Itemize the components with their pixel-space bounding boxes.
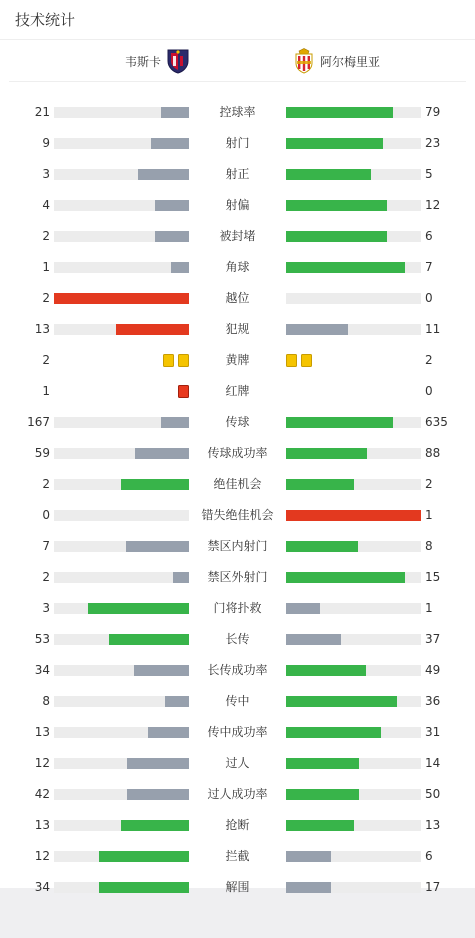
home-team-crest-icon [166,48,190,74]
home-value: 21 [34,105,50,119]
away-bar-track [286,572,421,583]
away-team-name: 阿尔梅里亚 [320,54,381,69]
home-value: 9 [42,136,50,150]
home-bar-fill [171,262,189,273]
home-value: 167 [27,415,50,429]
home-bar-fill [151,138,189,149]
home-bar-fill [138,169,189,180]
home-bar-track [54,665,189,676]
home-value: 0 [42,508,50,522]
away-bar-fill [286,262,405,273]
home-bar-track [54,293,189,304]
away-bar-track [286,107,421,118]
home-bar-track [54,138,189,149]
home-team-name: 韦斯卡 [124,54,161,69]
away-value: 37 [425,632,441,646]
home-bar-fill [155,231,189,242]
home-value: 42 [34,787,50,801]
away-bar-fill [286,541,358,552]
away-value: 635 [425,415,448,429]
home-bar-track [54,603,189,614]
away-value: 11 [425,322,441,336]
stat-row [0,376,475,407]
home-value: 13 [34,322,50,336]
away-bar-track [286,417,421,428]
away-bar-fill [286,510,421,521]
away-bar-fill [286,324,348,335]
home-value: 8 [42,694,50,708]
home-value: 2 [42,229,50,243]
away-bar-track [286,665,421,676]
home-bar-fill [161,107,189,118]
away-value: 88 [425,446,441,460]
panel-header [0,0,475,40]
home-bar-fill [126,541,189,552]
home-cards [163,354,189,367]
stat-row [0,562,475,593]
away-bar-track [286,851,421,862]
away-value: 2 [425,353,433,367]
home-value: 2 [42,477,50,491]
stat-row [0,190,475,221]
stat-row [0,97,475,128]
home-value: 13 [34,818,50,832]
stat-row [0,438,475,469]
home-bar-track [54,448,189,459]
stat-row [0,531,475,562]
yellow-card-icon [286,354,297,367]
away-bar-track [286,138,421,149]
home-bar-track [54,541,189,552]
home-bar-fill [127,789,189,800]
home-bar-track [54,820,189,831]
home-bar-fill [109,634,189,645]
stat-row [0,624,475,655]
home-value: 7 [42,539,50,553]
away-bar-fill [286,696,397,707]
stat-label: 拦截 [225,849,250,863]
away-bar-track [286,262,421,273]
home-bar-fill [121,479,189,490]
home-bar-fill [135,448,189,459]
home-value: 3 [42,167,50,181]
home-value: 12 [34,849,50,863]
teams-header [9,40,466,82]
away-bar-fill [286,882,331,893]
away-bar-track [286,200,421,211]
stat-row [0,779,475,810]
home-bar-track [54,510,189,521]
home-value: 2 [42,353,50,367]
away-value: 12 [425,198,441,212]
stat-label: 被封堵 [219,229,256,243]
home-bar-fill [116,324,189,335]
home-bar-fill [127,758,189,769]
away-bar-track [286,696,421,707]
away-bar-fill [286,789,359,800]
home-bar-track [54,789,189,800]
away-value: 8 [425,539,433,553]
stat-label: 禁区内射门 [207,539,268,553]
away-value: 0 [425,291,433,305]
stat-row [0,717,475,748]
home-bar-fill [155,200,189,211]
away-bar-fill [286,572,405,583]
home-value: 2 [42,291,50,305]
stat-row [0,748,475,779]
home-value: 13 [34,725,50,739]
stat-row [0,810,475,841]
away-bar-track [286,169,421,180]
away-bar-fill [286,820,354,831]
away-bar-fill [286,634,341,645]
away-team-crest-icon [292,48,316,74]
stat-row [0,221,475,252]
away-cards [286,354,312,367]
away-bar-track [286,634,421,645]
stat-row [0,841,475,872]
home-bar-track [54,262,189,273]
away-bar-fill [286,851,331,862]
stat-label: 射正 [225,167,250,181]
home-bar-track [54,634,189,645]
away-bar-fill [286,448,367,459]
away-value: 31 [425,725,441,739]
stat-label: 红牌 [225,384,250,398]
away-bar-fill [286,417,393,428]
away-value: 6 [425,849,433,863]
away-bar-track [286,448,421,459]
stat-row [0,283,475,314]
stat-row [0,252,475,283]
stat-row [0,872,475,903]
yellow-card-icon [178,354,189,367]
away-bar-track [286,882,421,893]
away-team[interactable] [292,48,380,74]
away-value: 14 [425,756,441,770]
home-value: 1 [42,384,50,398]
away-bar-fill [286,727,381,738]
away-bar-track [286,758,421,769]
stat-label: 门将扑救 [213,601,262,615]
away-value: 79 [425,105,441,119]
stat-label: 抢断 [225,818,250,832]
home-bar-fill [165,696,189,707]
yellow-card-icon [301,354,312,367]
home-bar-fill [173,572,189,583]
home-bar-track [54,727,189,738]
home-value: 59 [34,446,50,460]
away-bar-track [286,789,421,800]
stat-row [0,469,475,500]
stat-label: 控球率 [219,105,256,119]
stat-label: 越位 [225,291,250,305]
home-bar-track [54,758,189,769]
away-value: 15 [425,570,441,584]
stat-label: 绝佳机会 [213,477,262,491]
away-value: 6 [425,229,433,243]
away-value: 13 [425,818,441,832]
red-card-icon [178,385,189,398]
away-value: 17 [425,880,441,894]
home-bar-track [54,169,189,180]
away-bar-track [286,324,421,335]
away-bar-track [286,231,421,242]
home-bar-track [54,200,189,211]
away-bar-fill [286,138,383,149]
stat-label: 犯规 [225,322,250,336]
home-value: 12 [34,756,50,770]
home-value: 3 [42,601,50,615]
home-bar-track [54,851,189,862]
home-bar-track [54,479,189,490]
stat-label: 传中成功率 [207,725,268,739]
stat-row [0,159,475,190]
home-bar-fill [99,882,189,893]
away-value: 5 [425,167,433,181]
home-bar-track [54,572,189,583]
home-bar-fill [161,417,189,428]
stat-label: 过人成功率 [207,787,268,801]
stat-row [0,128,475,159]
away-bar-track [286,293,421,304]
away-value: 36 [425,694,441,708]
stat-row [0,593,475,624]
home-bar-fill [134,665,189,676]
away-bar-fill [286,169,371,180]
home-bar-fill [54,293,189,304]
stat-label: 射偏 [225,198,250,212]
stat-label: 禁区外射门 [207,570,268,584]
away-bar-track [286,479,421,490]
home-bar-track [54,107,189,118]
yellow-card-icon [163,354,174,367]
home-value: 34 [34,880,50,894]
away-value: 0 [425,384,433,398]
stat-label: 传球成功率 [207,446,268,460]
stat-row [0,500,475,531]
stat-label: 传球 [225,415,250,429]
home-bar-track [54,417,189,428]
away-bar-fill [286,200,387,211]
away-value: 7 [425,260,433,274]
home-cards [178,385,189,398]
away-bar-fill [286,603,320,614]
stat-label: 长传 [225,632,250,646]
home-team[interactable] [125,48,190,74]
stat-row [0,686,475,717]
stat-label: 过人 [225,756,250,770]
stat-label: 错失绝佳机会 [201,508,274,522]
away-bar-fill [286,231,387,242]
away-bar-fill [286,107,393,118]
home-value: 1 [42,260,50,274]
home-bar-fill [148,727,189,738]
away-bar-fill [286,479,354,490]
stat-label: 长传成功率 [207,663,268,677]
home-bar-fill [121,820,189,831]
away-bar-fill [286,665,366,676]
stat-row [0,655,475,686]
home-bar-fill [99,851,189,862]
away-value: 2 [425,477,433,491]
home-value: 53 [34,632,50,646]
home-bar-track [54,324,189,335]
home-bar-track [54,231,189,242]
stat-label: 角球 [225,260,250,274]
stat-row [0,314,475,345]
home-value: 2 [42,570,50,584]
home-bar-fill [88,603,189,614]
away-bar-track [286,603,421,614]
away-value: 1 [425,601,433,615]
stat-row [0,345,475,376]
home-bar-track [54,882,189,893]
away-bar-track [286,510,421,521]
page-title: 技术统计 [15,11,76,29]
home-value: 34 [34,663,50,677]
home-value: 4 [42,198,50,212]
away-value: 49 [425,663,441,677]
away-value: 23 [425,136,441,150]
stat-label: 解围 [225,880,250,894]
away-value: 1 [425,508,433,522]
away-bar-fill [286,758,359,769]
stat-label: 射门 [225,136,250,150]
stat-row [0,407,475,438]
stat-label: 黄牌 [225,353,250,367]
away-bar-track [286,727,421,738]
away-bar-track [286,820,421,831]
stat-label: 传中 [225,694,250,708]
away-bar-track [286,541,421,552]
home-bar-track [54,696,189,707]
away-value: 50 [425,787,441,801]
